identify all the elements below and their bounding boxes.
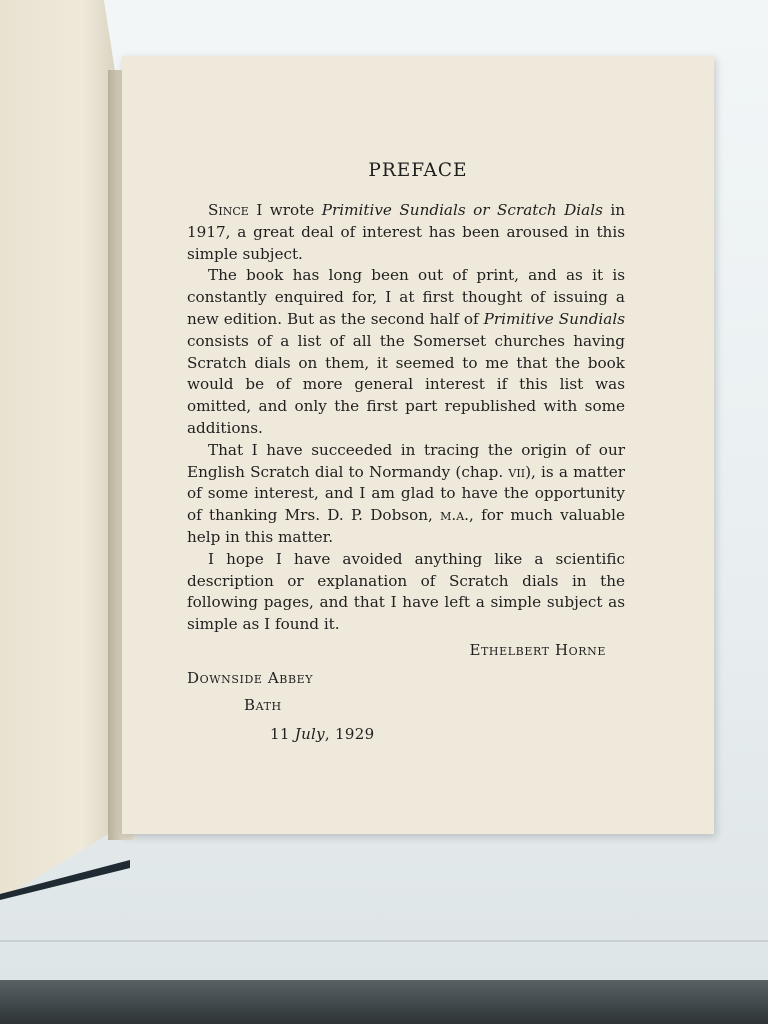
date-month: July [294, 725, 325, 743]
book-title: Primitive Sundials or Scratch Dials [321, 201, 603, 219]
date-day: 11 [270, 725, 295, 743]
preface-body [187, 200, 625, 636]
drop-word: Since [208, 201, 249, 219]
place-line-2: Bath [244, 696, 282, 714]
paragraph-4: I hope I have avoided anything like a scientific description or explanation of Scratch dials in the following pages, and that I have left a simple subject as simple as I found it. [187, 549, 625, 634]
text-run: I wrote [248, 201, 322, 219]
date-year: , 1929 [324, 725, 375, 743]
author-signature: Ethelbert Horne [469, 641, 606, 659]
paragraph-1 [187, 200, 625, 265]
board-seam [0, 940, 768, 942]
text-run: The book has long been out of print, and as it is constantly enquired for, I at first thought of issuing a new edition. But as the second half of [187, 266, 625, 328]
right-page [122, 56, 714, 834]
date-line [270, 725, 374, 743]
place-line-1: Downside Abbey [187, 669, 314, 687]
chapter-ref: vii [508, 462, 526, 481]
text-run: , for much valuable help in this matter. [187, 506, 626, 546]
degree: m.a. [440, 506, 469, 525]
left-page [0, 0, 118, 900]
shadow-strip [0, 980, 768, 1024]
book-title: Primitive Sundials [483, 309, 625, 328]
paragraph-3 [187, 440, 625, 549]
paragraph-2 [187, 265, 625, 439]
text-run: ), is a matter of some interest, and I am glad to have the opportunity of thanking Mrs. D. P. Dobson, [187, 462, 625, 525]
text-run: consists of a list of all the Somerset churches having Scratch dials on them, it seemed to me that the book would be of more general interest if this list was omitted, and only the first part republished with some additions. [187, 331, 625, 437]
text-run: That I have succeeded in tracing the origin of our English Scratch dial to Normandy (chap. [187, 440, 625, 481]
text-run: in 1917, a great deal of interest has been aroused in this simple subject. [187, 201, 625, 263]
page-title: PREFACE [368, 160, 468, 181]
